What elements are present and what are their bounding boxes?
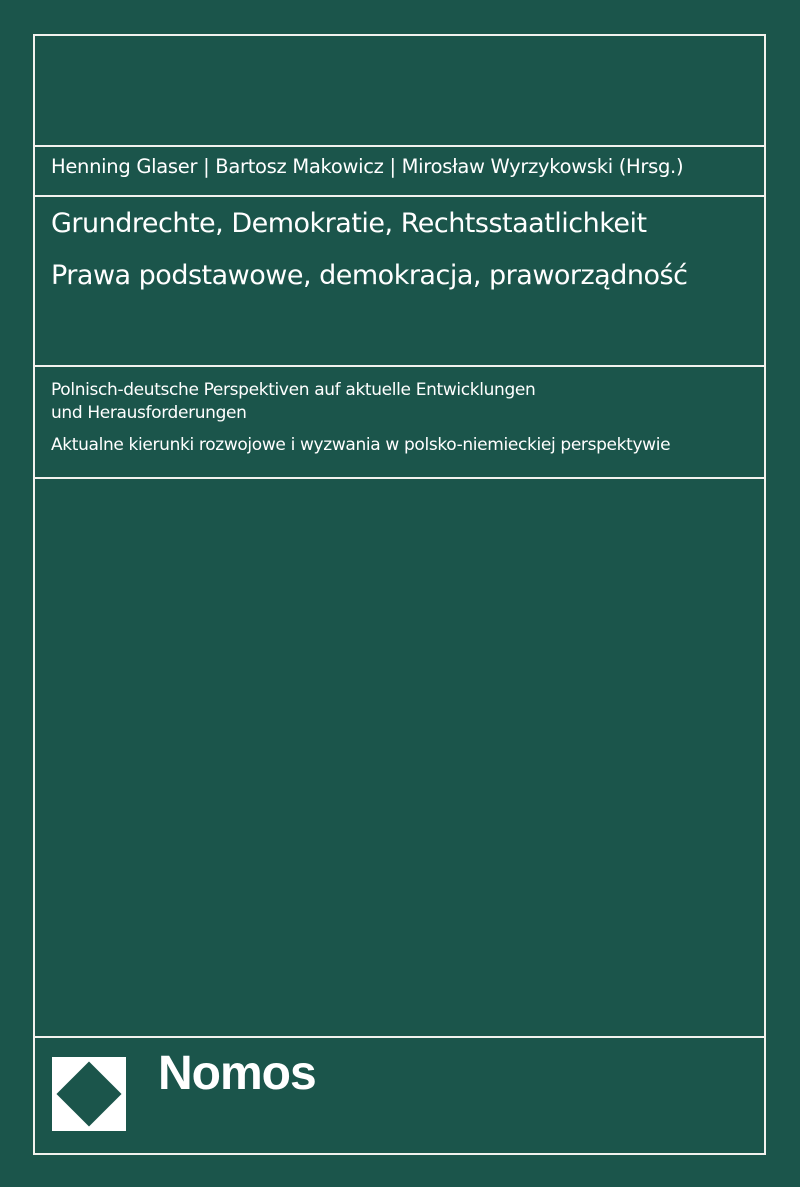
nomos-logo-icon xyxy=(52,1057,126,1131)
divider xyxy=(33,145,766,147)
subtitle-german-line2: und Herausforderungen xyxy=(51,403,247,423)
title-german: Grundrechte, Demokratie, Rechtsstaatlichkeit xyxy=(51,208,647,239)
publisher-name: Nomos xyxy=(158,1047,316,1100)
cover-frame xyxy=(33,34,766,1155)
divider xyxy=(33,477,766,479)
authors: Henning Glaser | Bartosz Makowicz | Mirosław Wyrzykowski (Hrsg.) xyxy=(51,155,684,178)
divider xyxy=(33,365,766,367)
title-polish: Prawa podstawowe, demokracja, praworządność xyxy=(51,260,688,291)
divider xyxy=(33,195,766,197)
subtitle-german-line1: Polnisch-deutsche Perspektiven auf aktuelle Entwicklungen xyxy=(51,380,536,400)
subtitle-polish: Aktualne kierunki rozwojowe i wyzwania w polsko-niemieckiej perspektywie xyxy=(51,435,671,455)
divider xyxy=(33,1036,766,1038)
